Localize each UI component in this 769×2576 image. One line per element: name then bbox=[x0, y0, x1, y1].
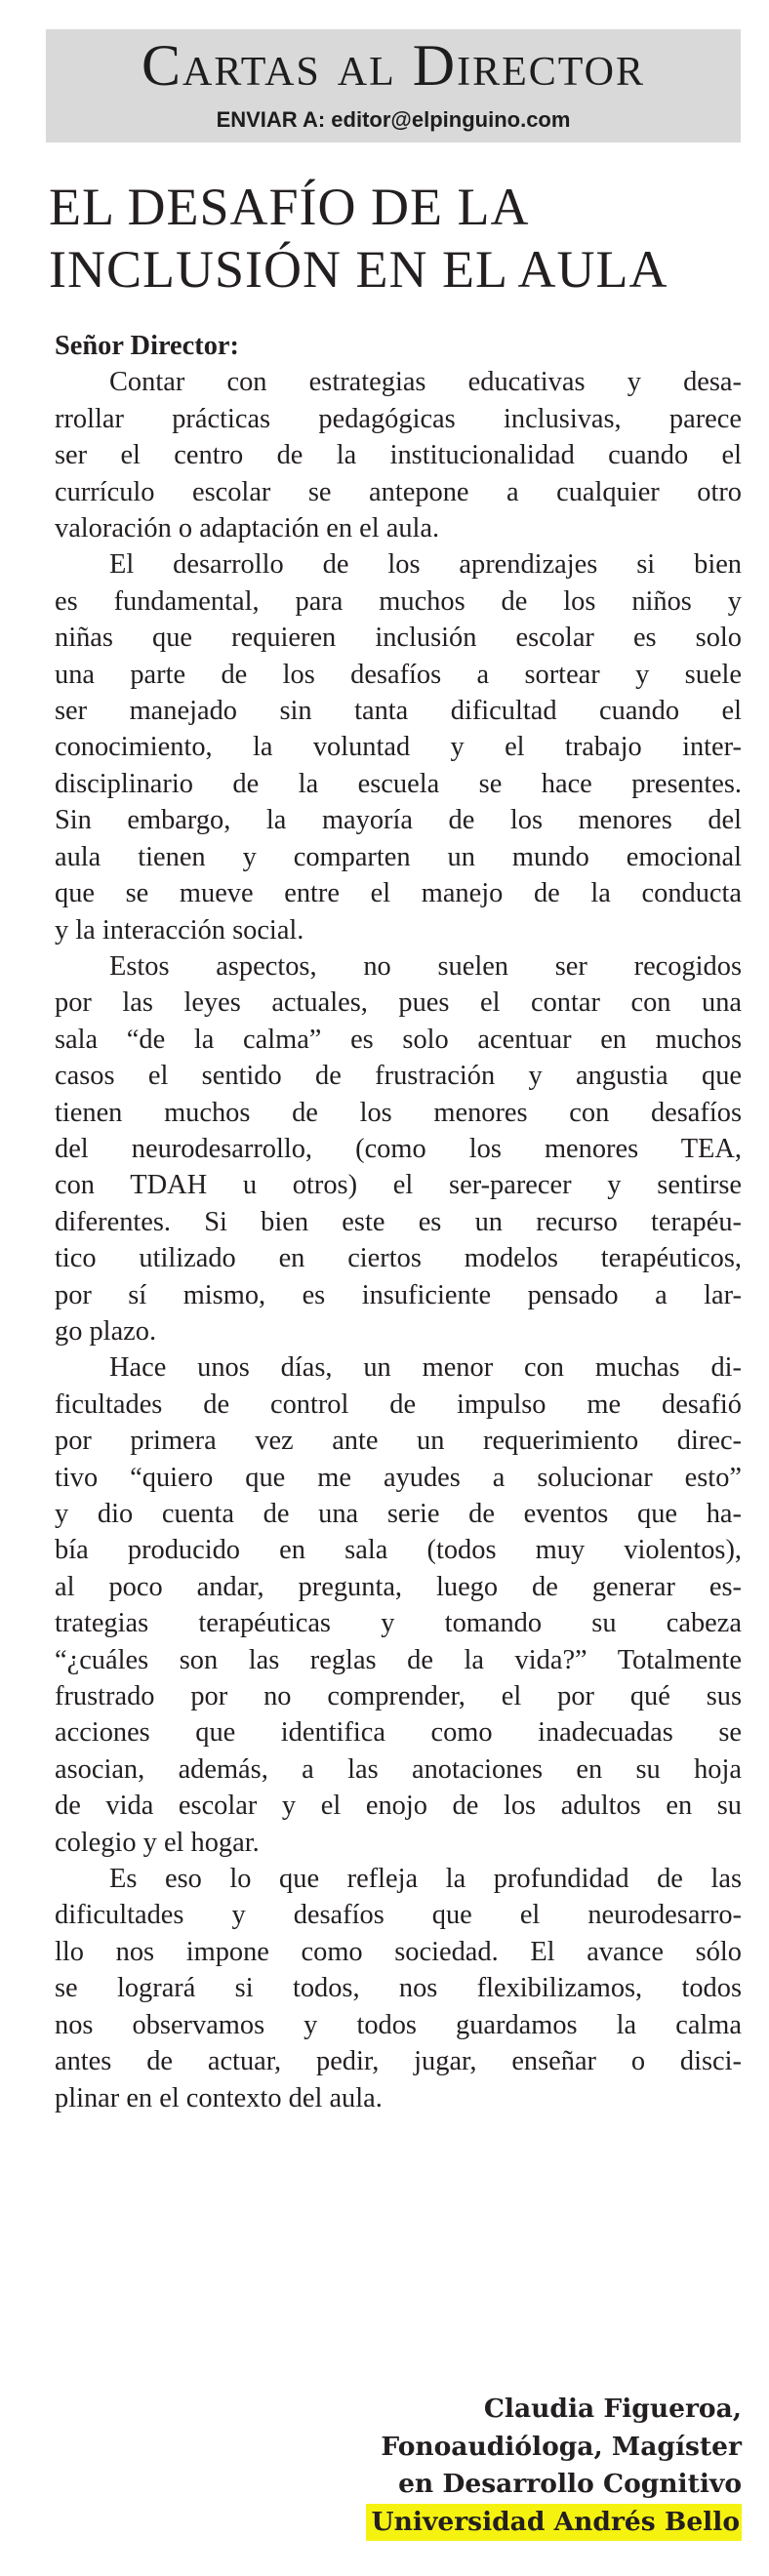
text-line: diferentes. Si bien este es un recurso terapéu- bbox=[55, 1206, 742, 1237]
section-title: Cartas al Director bbox=[141, 33, 646, 98]
text-line: Hace unos días, un menor con muchas di- bbox=[109, 1352, 742, 1384]
letter-paragraph bbox=[55, 1349, 742, 1861]
text-line: “¿cuáles son las reglas de la vida?” Totalmente bbox=[55, 1644, 742, 1675]
text-line: niñas que requieren inclusión escolar es solo bbox=[55, 623, 742, 654]
text-line: ser manejado sin tanta dificultad cuando el bbox=[55, 696, 742, 727]
author-title: Fonoaudióloga, Magíster bbox=[381, 2431, 742, 2462]
author-institution: Universidad Andrés Bello bbox=[366, 2504, 743, 2542]
text-line: frustrado por no comprender, el por qué sus bbox=[55, 1681, 742, 1712]
submission-email: ENVIAR A: editor@elpinguino.com bbox=[216, 107, 571, 132]
text-line: tienen muchos de los menores con desafíos bbox=[55, 1097, 742, 1128]
text-line: Es eso lo que refleja la profundidad de las bbox=[109, 1864, 742, 1895]
letter-paragraph bbox=[55, 948, 742, 1349]
text-line: de vida escolar y el enojo de los adultos en su bbox=[55, 1791, 742, 1822]
text-line: valoración o adaptación en el aula. bbox=[55, 513, 440, 544]
text-line: Contar con estrategias educativas y desa- bbox=[109, 367, 742, 398]
text-line: tivo “quiero que me ayudes a solucionar esto” bbox=[55, 1462, 742, 1493]
text-line: y dio cuenta de una serie de eventos que ha- bbox=[55, 1499, 742, 1529]
text-line: ficultades de control de impulso me desafió bbox=[55, 1389, 742, 1420]
text-line: del neurodesarrollo, (como los menores TEA, bbox=[55, 1133, 742, 1164]
text-line: rrollar prácticas pedagógicas inclusivas, parece bbox=[55, 403, 742, 434]
text-line: es fundamental, para muchos de los niños y bbox=[55, 585, 742, 617]
text-line: Sin embargo, la mayoría de los menores del bbox=[55, 805, 742, 836]
text-line: que se mueve entre el manejo de la conducta bbox=[55, 878, 742, 909]
salutation: Señor Director: bbox=[55, 331, 239, 361]
text-line: y la interacción social. bbox=[55, 914, 304, 946]
text-line: plinar en el contexto del aula. bbox=[55, 2082, 383, 2113]
text-line: currículo escolar se antepone a cualquier otro bbox=[55, 476, 742, 507]
text-line: se logrará si todos, nos flexibilizamos, todos bbox=[55, 1973, 742, 2004]
article-headline bbox=[49, 176, 744, 301]
headline-line: EL DESAFÍO DE LA bbox=[49, 178, 530, 236]
headline-line: INCLUSIÓN EN EL AULA bbox=[49, 240, 668, 299]
text-line: conocimiento, la voluntad y el trabajo inter- bbox=[55, 732, 742, 763]
text-line: antes de actuar, pedir, jugar, enseñar o disci- bbox=[55, 2046, 742, 2077]
text-line: llo nos impone como sociedad. El avance sólo bbox=[55, 1936, 742, 1967]
letter-paragraph bbox=[55, 364, 742, 546]
text-line: una parte de los desafíos a sortear y suele bbox=[55, 659, 742, 690]
text-line: por las leyes actuales, pues el contar con una bbox=[55, 987, 742, 1019]
text-line: disciplinario de la escuela se hace presentes. bbox=[55, 768, 742, 799]
text-line: bía producido en sala (todos muy violentos), bbox=[55, 1535, 742, 1566]
text-line: sala “de la calma” es solo acentuar en muchos bbox=[55, 1024, 742, 1055]
text-line: asocian, además, a las anotaciones en su hoja bbox=[55, 1753, 742, 1785]
text-line: tico utilizado en ciertos modelos terapéuticos, bbox=[55, 1243, 742, 1274]
text-line: aula tienen y comparten un mundo emocional bbox=[55, 841, 742, 872]
text-line: por sí mismo, es insuficiente pensado a lar- bbox=[55, 1279, 742, 1310]
author-name: Claudia Figueroa, bbox=[483, 2394, 742, 2424]
text-line: El desarrollo de los aprendizajes si bien bbox=[109, 549, 742, 581]
text-line: por primera vez ante un requerimiento direc- bbox=[55, 1426, 742, 1457]
text-line: acciones que identifica como inadecuadas se bbox=[55, 1717, 742, 1749]
text-line: dificultades y desafíos que el neurodesarro- bbox=[55, 1900, 742, 1931]
text-line: Estos aspectos, no suelen ser recogidos bbox=[109, 950, 742, 982]
author-title: en Desarrollo Cognitivo bbox=[398, 2469, 742, 2499]
text-line: colegio y el hogar. bbox=[55, 1827, 260, 1858]
letter-body bbox=[55, 328, 742, 2116]
text-line: al poco andar, pregunta, luego de generar es- bbox=[55, 1571, 742, 1602]
letter-paragraph bbox=[55, 546, 742, 947]
letter-paragraph bbox=[55, 1861, 742, 2116]
text-line: go plazo. bbox=[55, 1315, 157, 1347]
text-line: ser el centro de la institucionalidad cuando el bbox=[55, 440, 742, 471]
text-line: con TDAH u otros) el ser-parecer y sentirse bbox=[55, 1170, 742, 1201]
text-line: nos observamos y todos guardamos la calma bbox=[55, 2009, 742, 2040]
text-line: trategias terapéuticas y tomando su cabeza bbox=[55, 1608, 742, 1639]
text-line: casos el sentido de frustración y angustia que bbox=[55, 1061, 742, 1092]
signature-block bbox=[366, 2391, 743, 2541]
